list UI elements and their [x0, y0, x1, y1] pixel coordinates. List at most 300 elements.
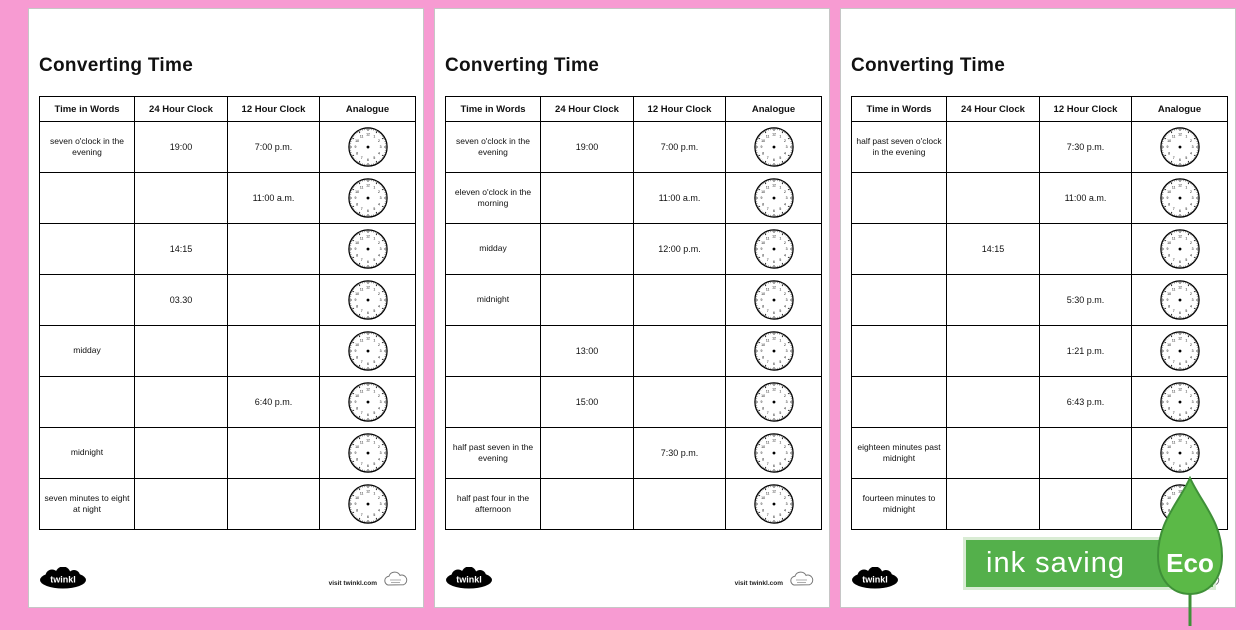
svg-text:9: 9 — [759, 298, 762, 303]
svg-text:3: 3 — [1191, 298, 1194, 303]
svg-text:3: 3 — [379, 196, 382, 201]
hour12-cell: 7:30 p.m. — [1040, 122, 1132, 173]
svg-text:11: 11 — [765, 185, 769, 190]
svg-text:2: 2 — [1189, 189, 1192, 194]
svg-text:twinkl: twinkl — [456, 574, 482, 585]
svg-text:8: 8 — [761, 253, 764, 258]
visit-link: visit twinkl.com — [734, 580, 783, 587]
time-words-cell — [40, 377, 135, 428]
table-row — [852, 122, 1228, 173]
hour24-cell — [135, 479, 228, 530]
svg-text:7: 7 — [1172, 207, 1175, 212]
column-header: Analogue — [1132, 97, 1228, 122]
hour24-cell — [947, 377, 1040, 428]
svg-text:7: 7 — [360, 207, 363, 212]
svg-text:8: 8 — [1167, 508, 1170, 513]
header-row — [40, 97, 416, 122]
time-words-cell: midday — [446, 224, 541, 275]
hour24-cell: 13:00 — [541, 326, 634, 377]
svg-text:4: 4 — [783, 202, 786, 207]
table-row — [40, 479, 416, 530]
hour24-cell — [947, 173, 1040, 224]
hour24-cell — [541, 224, 634, 275]
time-words-cell — [40, 173, 135, 224]
svg-text:9: 9 — [353, 196, 356, 201]
hour24-cell — [135, 173, 228, 224]
svg-text:1: 1 — [1184, 185, 1187, 190]
time-words-cell — [40, 224, 135, 275]
svg-text:9: 9 — [759, 400, 762, 405]
analogue-cell — [726, 479, 822, 530]
svg-text:1: 1 — [778, 389, 781, 394]
hour24-cell: 03.30 — [135, 275, 228, 326]
hour24-cell: 14:15 — [947, 224, 1040, 275]
svg-text:5: 5 — [1184, 207, 1187, 212]
column-header: Analogue — [320, 97, 416, 122]
svg-text:10: 10 — [760, 189, 765, 194]
svg-text:10: 10 — [1166, 444, 1171, 449]
svg-text:3: 3 — [1191, 247, 1194, 252]
twinkl-cloud-badge — [383, 570, 409, 595]
svg-text:8: 8 — [761, 355, 764, 360]
svg-text:12: 12 — [365, 387, 370, 392]
svg-text:2: 2 — [377, 189, 380, 194]
hour12-cell: 12:00 p.m. — [634, 224, 726, 275]
svg-text:2: 2 — [1189, 342, 1192, 347]
svg-text:11: 11 — [1171, 491, 1175, 496]
svg-text:2: 2 — [783, 291, 786, 296]
svg-text:4: 4 — [377, 406, 380, 411]
svg-text:11: 11 — [1171, 236, 1175, 241]
svg-text:8: 8 — [761, 202, 764, 207]
svg-text:1: 1 — [372, 338, 375, 343]
svg-text:1: 1 — [1184, 389, 1187, 394]
svg-text:10: 10 — [354, 189, 359, 194]
svg-text:5: 5 — [372, 513, 375, 518]
time-words-cell: midday — [40, 326, 135, 377]
svg-text:11: 11 — [765, 134, 769, 139]
svg-text:6: 6 — [772, 259, 775, 264]
hour24-cell: 15:00 — [541, 377, 634, 428]
time-words-cell: fourteen minutes to midnight — [852, 479, 947, 530]
svg-text:4: 4 — [377, 202, 380, 207]
svg-text:2: 2 — [783, 393, 786, 398]
time-words-cell: half past seven in the evening — [446, 428, 541, 479]
svg-text:8: 8 — [1167, 304, 1170, 309]
analogue-cell — [1132, 428, 1228, 479]
analogue-clock-face — [1159, 432, 1201, 474]
svg-text:4: 4 — [377, 508, 380, 513]
hour24-cell — [947, 428, 1040, 479]
svg-text:7: 7 — [1172, 411, 1175, 416]
table-row — [446, 479, 822, 530]
svg-text:9: 9 — [353, 451, 356, 456]
worksheet-page — [434, 8, 830, 608]
svg-text:10: 10 — [760, 240, 765, 245]
svg-text:11: 11 — [765, 287, 769, 292]
table-row — [40, 224, 416, 275]
svg-text:12: 12 — [365, 489, 370, 494]
svg-text:7: 7 — [360, 411, 363, 416]
hour24-cell — [541, 275, 634, 326]
hour12-cell: 6:43 p.m. — [1040, 377, 1132, 428]
column-header: 12 Hour Clock — [228, 97, 320, 122]
hour24-cell — [541, 428, 634, 479]
svg-text:1: 1 — [778, 491, 781, 496]
conversion-table — [851, 96, 1228, 530]
svg-text:5: 5 — [1184, 462, 1187, 467]
time-words-cell — [852, 224, 947, 275]
svg-text:4: 4 — [1189, 304, 1192, 309]
svg-text:5: 5 — [1184, 360, 1187, 365]
svg-text:7: 7 — [1172, 462, 1175, 467]
hour24-cell: 19:00 — [135, 122, 228, 173]
svg-text:1: 1 — [372, 389, 375, 394]
svg-text:3: 3 — [1191, 400, 1194, 405]
analogue-clock-face — [753, 177, 795, 219]
svg-text:6: 6 — [366, 361, 369, 366]
svg-text:5: 5 — [372, 462, 375, 467]
svg-text:10: 10 — [354, 495, 359, 500]
svg-text:3: 3 — [785, 196, 788, 201]
svg-text:8: 8 — [1167, 355, 1170, 360]
svg-text:10: 10 — [354, 342, 359, 347]
svg-text:7: 7 — [766, 360, 769, 365]
svg-text:9: 9 — [353, 400, 356, 405]
column-header: 24 Hour Clock — [947, 97, 1040, 122]
table-row — [40, 326, 416, 377]
svg-text:9: 9 — [353, 349, 356, 354]
hour12-cell: 11:00 a.m. — [1040, 173, 1132, 224]
svg-text:11: 11 — [359, 134, 363, 139]
svg-text:6: 6 — [1178, 412, 1181, 417]
svg-text:4: 4 — [1189, 457, 1192, 462]
svg-text:8: 8 — [355, 151, 358, 156]
svg-text:1: 1 — [1184, 134, 1187, 139]
svg-text:10: 10 — [354, 240, 359, 245]
svg-text:7: 7 — [766, 462, 769, 467]
analogue-clock-face — [1159, 228, 1201, 270]
time-words-cell: seven minutes to eight at night — [40, 479, 135, 530]
svg-text:2: 2 — [377, 291, 380, 296]
hour12-cell — [634, 479, 726, 530]
time-words-cell — [40, 275, 135, 326]
eco-banner-label: ink saving — [986, 547, 1125, 579]
svg-text:7: 7 — [766, 309, 769, 314]
analogue-cell — [726, 275, 822, 326]
twinkl-logo — [445, 567, 493, 594]
twinkl-logo — [39, 567, 87, 594]
svg-text:3: 3 — [379, 451, 382, 456]
svg-text:4: 4 — [1189, 355, 1192, 360]
hour24-cell — [947, 326, 1040, 377]
svg-text:1: 1 — [778, 338, 781, 343]
svg-text:8: 8 — [761, 508, 764, 513]
hour24-cell — [947, 122, 1040, 173]
svg-text:11: 11 — [359, 287, 363, 292]
svg-text:6: 6 — [1178, 463, 1181, 468]
hour12-cell: 5:30 p.m. — [1040, 275, 1132, 326]
analogue-cell — [320, 377, 416, 428]
svg-text:11: 11 — [359, 389, 363, 394]
time-words-cell — [852, 173, 947, 224]
svg-text:10: 10 — [760, 342, 765, 347]
time-words-cell: half past seven o'clock in the evening — [852, 122, 947, 173]
svg-text:6: 6 — [366, 259, 369, 264]
svg-text:2: 2 — [377, 342, 380, 347]
svg-text:9: 9 — [1165, 196, 1168, 201]
svg-text:9: 9 — [759, 451, 762, 456]
svg-text:2: 2 — [377, 393, 380, 398]
svg-text:1: 1 — [372, 134, 375, 139]
analogue-cell — [1132, 122, 1228, 173]
svg-text:8: 8 — [355, 508, 358, 513]
hour24-cell — [135, 428, 228, 479]
svg-text:7: 7 — [1172, 360, 1175, 365]
column-header: Time in Words — [40, 97, 135, 122]
svg-text:1: 1 — [372, 185, 375, 190]
page-title: Converting Time — [445, 55, 600, 76]
svg-text:4: 4 — [377, 151, 380, 156]
hour12-cell — [1040, 479, 1132, 530]
analogue-clock-face — [1159, 279, 1201, 321]
analogue-clock-face — [347, 177, 389, 219]
svg-text:6: 6 — [366, 208, 369, 213]
svg-text:5: 5 — [372, 156, 375, 161]
svg-text:11: 11 — [1171, 185, 1175, 190]
svg-text:11: 11 — [359, 236, 363, 241]
svg-text:7: 7 — [1172, 309, 1175, 314]
svg-text:10: 10 — [1166, 291, 1171, 296]
table-row — [852, 173, 1228, 224]
hour12-cell — [634, 275, 726, 326]
svg-text:9: 9 — [353, 298, 356, 303]
svg-text:5: 5 — [778, 513, 781, 518]
analogue-clock-face — [1159, 381, 1201, 423]
svg-text:4: 4 — [1189, 151, 1192, 156]
svg-text:4: 4 — [1189, 406, 1192, 411]
analogue-cell — [320, 275, 416, 326]
svg-text:7: 7 — [360, 309, 363, 314]
analogue-clock-face — [1159, 330, 1201, 372]
svg-text:4: 4 — [377, 304, 380, 309]
conversion-table — [39, 96, 416, 530]
time-words-cell: eighteen minutes past midnight — [852, 428, 947, 479]
svg-text:11: 11 — [1171, 440, 1175, 445]
svg-text:8: 8 — [355, 304, 358, 309]
time-words-cell — [446, 377, 541, 428]
svg-text:11: 11 — [1171, 389, 1175, 394]
header-row — [852, 97, 1228, 122]
svg-text:12: 12 — [1177, 387, 1182, 392]
hour12-cell — [634, 326, 726, 377]
hour24-cell — [541, 173, 634, 224]
column-header: 24 Hour Clock — [135, 97, 228, 122]
analogue-clock-face — [347, 432, 389, 474]
svg-text:9: 9 — [353, 145, 356, 150]
svg-text:10: 10 — [760, 291, 765, 296]
svg-text:8: 8 — [761, 457, 764, 462]
svg-text:12: 12 — [771, 489, 776, 494]
svg-text:3: 3 — [785, 298, 788, 303]
page-title: Converting Time — [851, 55, 1006, 76]
svg-text:5: 5 — [778, 309, 781, 314]
time-words-cell: half past four in the afternoon — [446, 479, 541, 530]
svg-text:4: 4 — [783, 151, 786, 156]
svg-text:11: 11 — [765, 440, 769, 445]
svg-text:7: 7 — [1172, 258, 1175, 263]
svg-text:2: 2 — [1189, 291, 1192, 296]
svg-text:2: 2 — [783, 495, 786, 500]
hour12-cell: 11:00 a.m. — [634, 173, 726, 224]
svg-text:2: 2 — [1189, 138, 1192, 143]
svg-text:6: 6 — [772, 157, 775, 162]
svg-text:7: 7 — [766, 207, 769, 212]
svg-text:1: 1 — [1184, 338, 1187, 343]
svg-text:6: 6 — [366, 412, 369, 417]
hour24-cell — [541, 479, 634, 530]
svg-text:6: 6 — [772, 208, 775, 213]
svg-text:4: 4 — [783, 304, 786, 309]
svg-text:2: 2 — [1189, 444, 1192, 449]
svg-text:10: 10 — [760, 495, 765, 500]
svg-text:8: 8 — [355, 355, 358, 360]
visit-link: visit twinkl.com — [328, 580, 377, 587]
svg-text:2: 2 — [1189, 240, 1192, 245]
analogue-cell — [320, 428, 416, 479]
svg-text:2: 2 — [377, 138, 380, 143]
column-header: Time in Words — [852, 97, 947, 122]
svg-text:7: 7 — [766, 411, 769, 416]
svg-text:8: 8 — [1167, 151, 1170, 156]
svg-text:12: 12 — [771, 336, 776, 341]
svg-text:1: 1 — [372, 440, 375, 445]
svg-text:6: 6 — [366, 157, 369, 162]
svg-text:6: 6 — [1178, 208, 1181, 213]
svg-text:12: 12 — [1177, 132, 1182, 137]
svg-text:12: 12 — [365, 336, 370, 341]
svg-text:5: 5 — [372, 411, 375, 416]
analogue-cell — [726, 224, 822, 275]
svg-text:1: 1 — [778, 440, 781, 445]
time-words-cell — [852, 377, 947, 428]
hour12-cell: 6:40 p.m. — [228, 377, 320, 428]
svg-text:7: 7 — [766, 156, 769, 161]
table-row — [40, 428, 416, 479]
svg-text:5: 5 — [372, 309, 375, 314]
svg-text:6: 6 — [772, 361, 775, 366]
twinkl-cloud-badge — [789, 570, 815, 595]
column-header: Analogue — [726, 97, 822, 122]
svg-text:5: 5 — [778, 207, 781, 212]
hour24-cell — [947, 479, 1040, 530]
table-row — [40, 275, 416, 326]
analogue-clock-face — [753, 381, 795, 423]
svg-text:7: 7 — [360, 513, 363, 518]
svg-text:4: 4 — [1189, 202, 1192, 207]
hour12-cell — [1040, 224, 1132, 275]
analogue-cell — [1132, 326, 1228, 377]
svg-text:11: 11 — [359, 338, 363, 343]
svg-text:twinkl: twinkl — [50, 574, 76, 585]
hour12-cell — [228, 479, 320, 530]
analogue-cell — [726, 377, 822, 428]
table-row — [446, 377, 822, 428]
time-words-cell — [446, 326, 541, 377]
svg-text:10: 10 — [354, 138, 359, 143]
svg-text:10: 10 — [1166, 240, 1171, 245]
table-row — [40, 377, 416, 428]
svg-text:5: 5 — [372, 360, 375, 365]
svg-text:12: 12 — [1177, 438, 1182, 443]
hour12-cell — [1040, 428, 1132, 479]
svg-text:1: 1 — [1184, 236, 1187, 241]
twinkl-cloud-logo — [851, 567, 899, 589]
svg-text:8: 8 — [355, 406, 358, 411]
svg-text:2: 2 — [783, 189, 786, 194]
column-header: Time in Words — [446, 97, 541, 122]
svg-text:1: 1 — [372, 236, 375, 241]
column-header: 12 Hour Clock — [1040, 97, 1132, 122]
svg-text:3: 3 — [785, 502, 788, 507]
svg-text:1: 1 — [372, 491, 375, 496]
svg-text:8: 8 — [761, 406, 764, 411]
svg-text:4: 4 — [377, 253, 380, 258]
analogue-cell — [726, 122, 822, 173]
svg-text:3: 3 — [785, 349, 788, 354]
svg-text:11: 11 — [765, 338, 769, 343]
analogue-cell — [320, 479, 416, 530]
svg-text:3: 3 — [379, 502, 382, 507]
svg-text:12: 12 — [1177, 234, 1182, 239]
svg-text:6: 6 — [772, 310, 775, 315]
table-row — [40, 173, 416, 224]
time-words-cell: seven o'clock in the evening — [446, 122, 541, 173]
svg-text:9: 9 — [1165, 247, 1168, 252]
svg-text:7: 7 — [360, 462, 363, 467]
table-row — [446, 428, 822, 479]
table-row — [446, 122, 822, 173]
svg-text:10: 10 — [760, 444, 765, 449]
hour12-cell — [228, 224, 320, 275]
svg-text:2: 2 — [783, 138, 786, 143]
svg-text:11: 11 — [765, 491, 769, 496]
column-header: 24 Hour Clock — [541, 97, 634, 122]
svg-text:8: 8 — [355, 253, 358, 258]
time-words-cell — [852, 326, 947, 377]
svg-text:10: 10 — [1166, 393, 1171, 398]
analogue-cell — [726, 326, 822, 377]
svg-text:3: 3 — [785, 451, 788, 456]
hour12-cell — [634, 377, 726, 428]
svg-text:3: 3 — [785, 247, 788, 252]
svg-text:9: 9 — [1165, 502, 1168, 507]
svg-text:12: 12 — [1177, 336, 1182, 341]
svg-text:12: 12 — [1177, 183, 1182, 188]
svg-text:4: 4 — [377, 457, 380, 462]
twinkl-cloud-logo — [39, 567, 87, 589]
svg-text:3: 3 — [379, 247, 382, 252]
analogue-clock-face — [1159, 177, 1201, 219]
analogue-cell — [320, 122, 416, 173]
svg-text:9: 9 — [759, 247, 762, 252]
svg-text:11: 11 — [1171, 287, 1175, 292]
svg-text:8: 8 — [355, 457, 358, 462]
time-words-cell: midnight — [446, 275, 541, 326]
svg-text:1: 1 — [778, 287, 781, 292]
svg-text:12: 12 — [771, 387, 776, 392]
svg-text:10: 10 — [1166, 189, 1171, 194]
